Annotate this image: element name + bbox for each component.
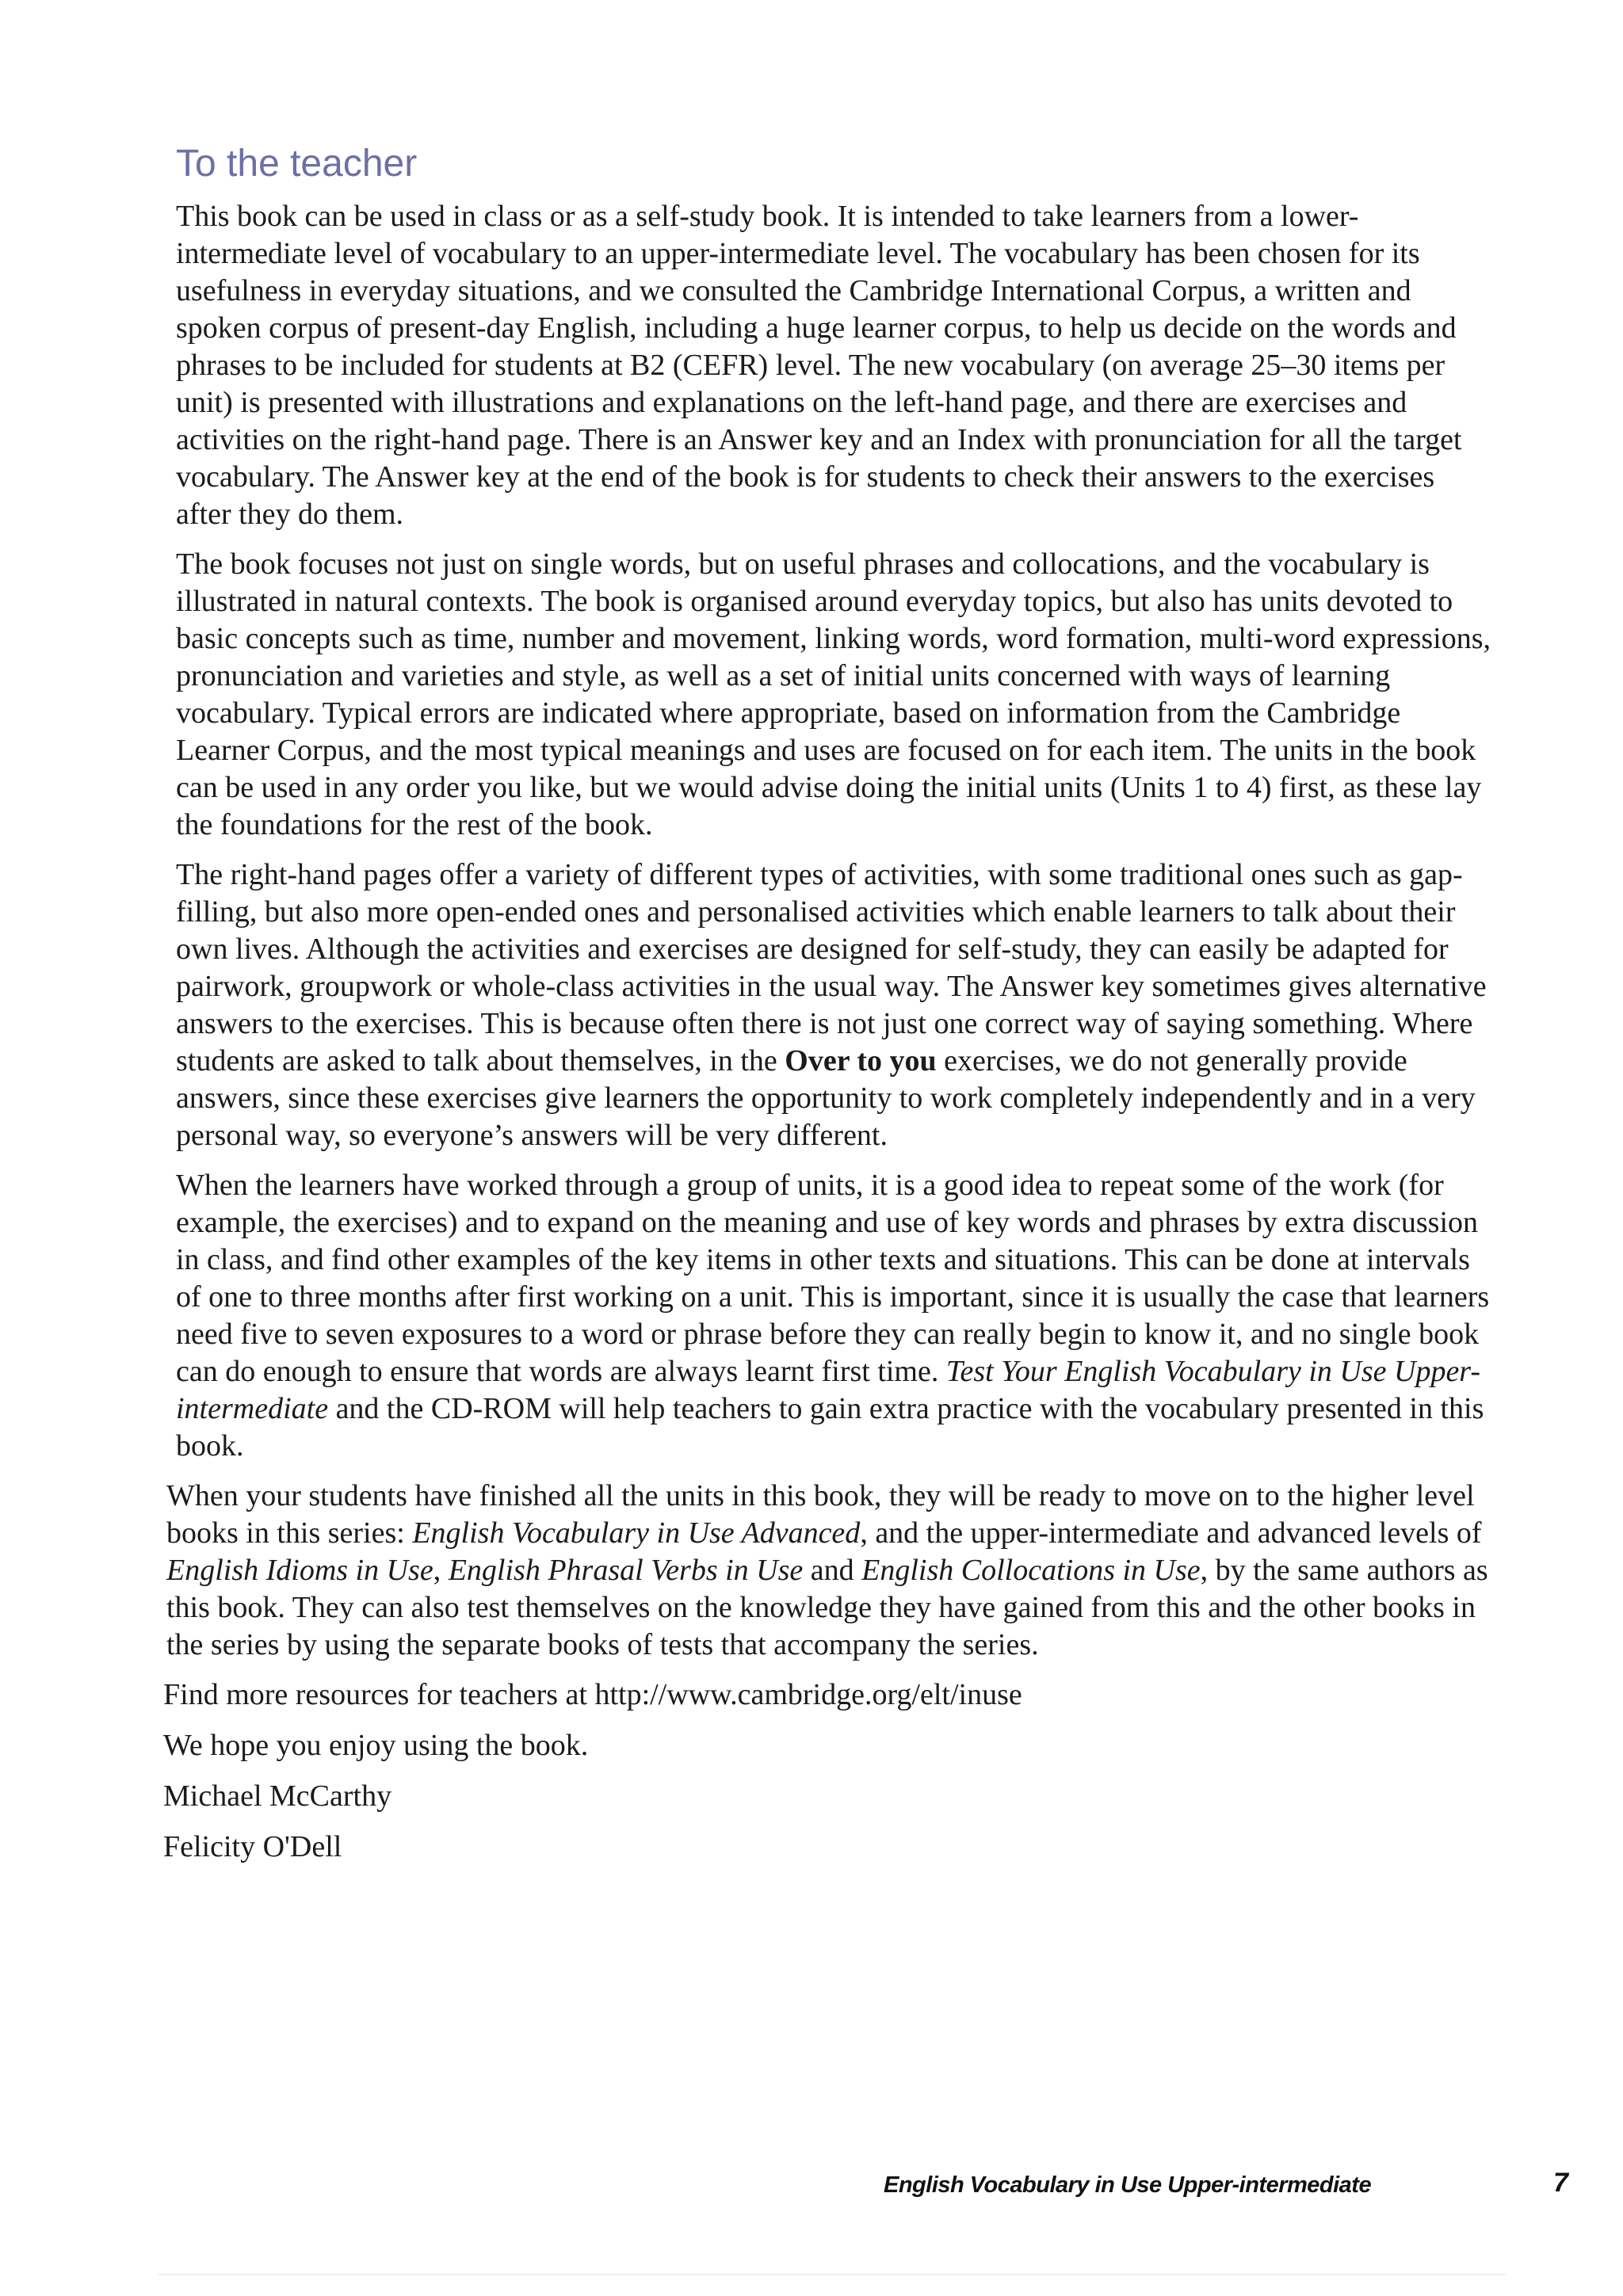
paragraph-series — [166, 1478, 1491, 1664]
text-span: , — [433, 1554, 449, 1587]
text-span: The right-hand pages offer a variety of different types of activities, with some traditional ones such as gap-filling, but also more open-ended ones and personalised activities which enable learners to talk about their own lives. Although the activities and exercises are designed for self-study, they can easily be adapted for pairwork, groupwork or whole-class activities in the usual way. The Answer key sometimes gives alternative answers to the exercises. This is because often there is not just one correct way of saying something. Where students are asked to talk about themselves, in the — [176, 858, 1487, 1077]
book-title-ref: English Idioms in Use — [166, 1554, 433, 1587]
wish-line: We hope you enjoy using the book. — [163, 1729, 589, 1762]
text-span: and the CD-ROM will help teachers to gain extra practice with the vocabulary presented in this book. — [176, 1392, 1484, 1463]
book-title-ref: English Collocations in Use — [861, 1554, 1201, 1587]
page-heading: To the teacher — [176, 143, 418, 185]
text-span: exercises, we do not generally provide answers, since these exercises give learners the opportunity to work completely independently and in a very personal way, so everyone’s answers will be very different. — [176, 1044, 1476, 1152]
bottom-divider — [158, 2274, 1506, 2275]
over-to-you-label: Over to you — [785, 1044, 937, 1077]
author-name: Michael McCarthy — [163, 1779, 392, 1813]
text-span: When the learners have worked through a group of units, it is a good idea to repeat some of the work (for example, the exercises) and to expand on the meaning and use of key words and phrases by extra discussion in class, and find other examples of the key items in other texts and situations. This can be done at intervals of one to three months after first working on a unit. This is important, since it is usually the case that learners need five to seven exposures to a word or phrase before they can really begin to know it, and no single book can do enough to ensure that words are always learnt first time. — [176, 1169, 1490, 1388]
text-span: When your students have finished all the units in this book, they will be ready to move on to the higher level books in this series: — [166, 1479, 1475, 1550]
paragraph-focus: The book focuses not just on single words, but on useful phrases and collocations, and the vocabulary is illustrated in natural contexts. The book is organised around everyday topics, but also has units devoted to basic concepts such as time, number and movement, linking words, word formation, multi-word expressions, pronunciation and varieties and style, as well as a set of initial units concerned with ways of learning vocabulary. Typical errors are indicated where appropriate, based on information from the Cambridge Learner Corpus, and the most typical meanings and uses are focused on for each item. The units in the book can be used in any order you like, but we would advise doing the initial units (Units 1 to 4) first, as these lay the foundations for the rest of the book. — [176, 547, 1491, 841]
body-text — [163, 198, 1491, 1879]
text-span: , and the upper-intermediate and advanced levels of — [860, 1516, 1482, 1550]
author-name: Felicity O'Dell — [163, 1830, 342, 1863]
resources-line: Find more resources for teachers at http://www.cambridge.org/elt/inuse — [163, 1678, 1022, 1711]
paragraph-revision — [176, 1167, 1491, 1465]
page-number: 7 — [1553, 2168, 1568, 2198]
text-span: , by the same authors as this book. They can also test themselves on the knowledge they have gained from this and the other books in the series by using the separate books of tests that accompany the series. — [166, 1554, 1488, 1661]
book-title-ref: Test Your English Vocabulary in Use Upper-intermediate — [176, 1355, 1480, 1425]
footer-book-title: English Vocabulary in Use Upper-intermediate — [884, 2172, 1372, 2198]
text-span: and — [803, 1554, 862, 1587]
closing-block — [163, 1676, 1491, 1866]
paragraph-intro: This book can be used in class or as a self-study book. It is intended to take learners from a lower-intermediate level of vocabulary to an upper-intermediate level. The vocabulary has been chosen for its usefulness in everyday situations, and we consulted the Cambridge International Corpus, a written and spoken corpus of present-day English, including a huge learner corpus, to help us decide on the words and phrases to be included for students at B2 (CEFR) level. The new vocabulary (on average 25–30 items per unit) is presented with illustrations and explanations on the left-hand page, and there are exercises and activities on the right-hand page. There is an Answer key and an Index with pronunciation for all the target vocabulary. The Answer key at the end of the book is for students to check their answers to the exercises after they do them. — [176, 200, 1462, 531]
book-title-ref: English Vocabulary in Use Advanced — [412, 1516, 861, 1550]
paragraph-activities — [176, 856, 1491, 1154]
book-title-ref: English Phrasal Verbs in Use — [448, 1554, 804, 1587]
